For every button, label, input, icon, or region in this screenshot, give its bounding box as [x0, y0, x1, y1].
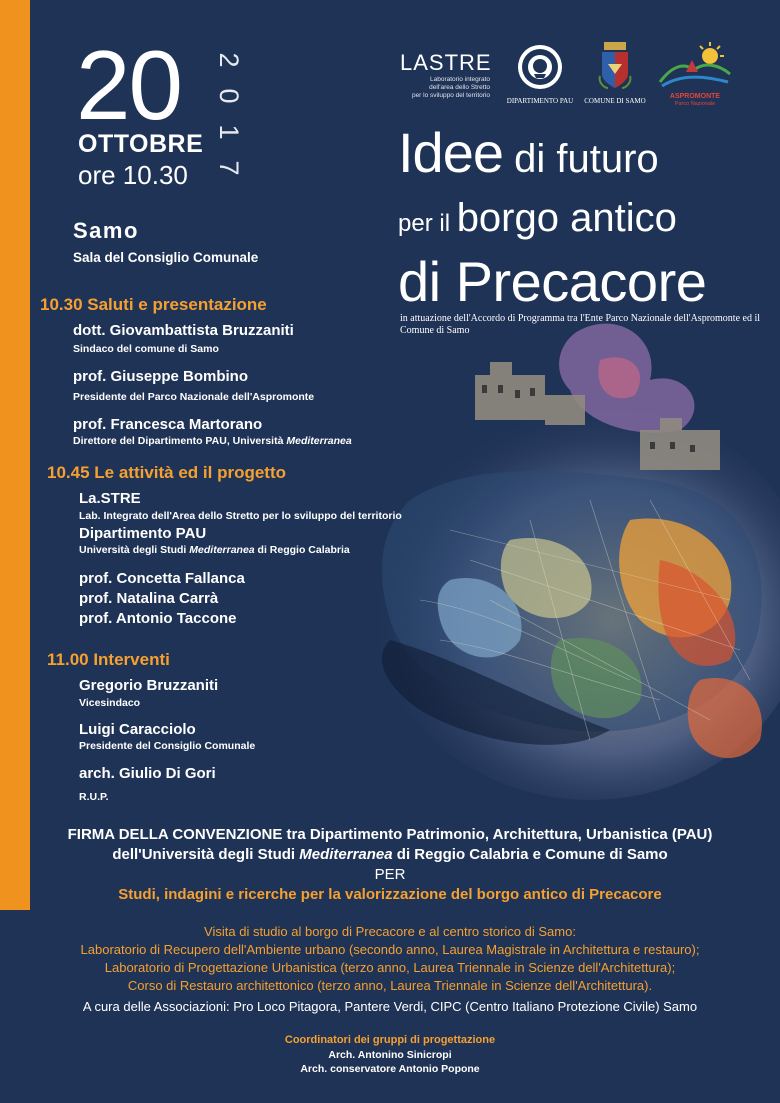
speaker-name: prof. Francesca Martorano [73, 416, 263, 433]
aspromonte-logo-name: ASPROMONTE [669, 93, 721, 100]
studies-line: Studi, indagini e ricerche per la valorizzazione del borgo antico di Precacore [118, 886, 662, 903]
speaker-role [73, 435, 352, 447]
speaker-role: R.U.P. [79, 791, 109, 803]
venue-city: Samo [73, 218, 139, 243]
title-per-il: per il [398, 210, 457, 237]
comune-logo-caption: COMUNE DI SAMO [584, 97, 646, 105]
university-seal-icon [517, 44, 563, 90]
event-month: OTTOBRE [78, 130, 204, 158]
event-day: 20 [76, 30, 182, 140]
visit-line: Laboratorio di Recupero dell'Ambiente urbano (secondo anno, Laurea Magistrale in Architettura e restauro); [80, 942, 700, 957]
aspromonte-logo-subtitle: Parco Nazionale [674, 101, 716, 107]
title-line-2 [398, 198, 677, 238]
signing-text: tra Dipartimento Patrimonio, Architettura, Urbanistica (PAU) [282, 826, 713, 843]
coat-of-arms-icon [598, 42, 632, 90]
title-di-futuro: di futuro [503, 137, 659, 181]
coordinators-title: Coordinatori dei gruppi di progettazione [284, 1034, 496, 1046]
venue-room: Sala del Consiglio Comunale [73, 250, 259, 265]
speaker-name: prof. Antonio Taccone [79, 610, 237, 627]
lastre-logo-name: LASTRE [400, 50, 492, 75]
speaker-name: prof. Giuseppe Bombino [73, 368, 248, 385]
event-time: ore 10.30 [78, 160, 188, 190]
speaker-name: prof. Concetta Fallanca [79, 570, 245, 587]
speaker-name: dott. Giovambattista Bruzzaniti [73, 322, 294, 339]
year-digit: 7 [214, 160, 244, 176]
speaker-role: Sindaco del comune di Samo [73, 343, 219, 355]
coordinator-name: Arch. Antonino Sinicropi [328, 1049, 452, 1061]
lastre-logo-subtitle [400, 76, 490, 100]
pau-logo [500, 44, 580, 105]
lastre-logo [400, 52, 490, 100]
associations-line: A cura delle Associazioni: Pro Loco Pitagora, Pantere Verdi, CIPC (Centro Italiano Protezione Civile) Samo [82, 999, 698, 1014]
visit-line: Laboratorio di Progettazione Urbanistica (terzo anno, Laurea Triennale in Scienze dell'Architettura); [104, 960, 676, 975]
speaker-role: Vicesindaco [79, 697, 141, 709]
speaker-name: Dipartimento PAU [79, 525, 207, 542]
speaker-name: arch. Giulio Di Gori [79, 765, 216, 782]
visit-line: Corso di Restauro architettonico (terzo anno, Laurea Triennale in Scienze dell'Architettura). [127, 978, 653, 993]
per-line: PER [374, 866, 406, 883]
signing-heading: FIRMA DELLA CONVENZIONE [67, 826, 283, 843]
speaker-role-italic: Mediterranea [286, 435, 352, 447]
precacore-artwork-image [330, 300, 780, 820]
speaker-role-text: Università degli Studi [79, 544, 190, 556]
pau-logo-caption: DIPARTIMENTO PAU [506, 97, 574, 105]
signing-text: di Reggio Calabria e Comune di Samo [392, 846, 668, 863]
speaker-role: Lab. Integrato dell'Area dello Stretto per lo sviluppo del territorio [79, 510, 402, 522]
speaker-name: prof. Natalina Carrà [79, 590, 219, 607]
event-year [214, 42, 244, 186]
speaker-role [79, 544, 350, 556]
coordinator-name: Arch. conservatore Antonio Popone [300, 1063, 480, 1075]
title-note: in attuazione dell'Accordo di Programma tra l'Ente Parco Nazionale dell'Aspromonte ed il Comune di Samo [400, 313, 761, 336]
signing-text-italic: Mediterranea [299, 846, 393, 863]
speaker-name: Gregorio Bruzzaniti [79, 677, 219, 694]
section-attivita-title: 10.45 Le attività ed il progetto [47, 463, 287, 482]
orange-side-bar [0, 0, 30, 910]
signing-line-2 [0, 846, 780, 863]
speaker-role: Presidente del Consiglio Comunale [79, 740, 256, 752]
lastre-sub-line: dell'area dello Stretto [429, 84, 490, 91]
speaker-role-text: di Reggio Calabria [254, 544, 350, 556]
year-digit: 2 [214, 52, 244, 68]
lastre-sub-line: per lo sviluppo del territorio [411, 92, 490, 99]
signing-line-1 [0, 826, 780, 843]
speaker-name: Luigi Caracciolo [79, 721, 196, 738]
year-digit: 1 [214, 124, 244, 140]
speaker-name: La.STRE [79, 490, 141, 507]
title-line-1 [398, 121, 659, 184]
speaker-role-italic: Mediterranea [189, 544, 255, 556]
lastre-sub-line: Laboratorio integrato [430, 76, 490, 83]
aspromonte-park-icon [658, 42, 732, 88]
year-digit: 0 [214, 88, 244, 104]
section-saluti-title: 10.30 Saluti e presentazione [40, 295, 267, 314]
visit-line: Visita di studio al borgo di Precacore e al centro storico di Samo: [204, 924, 576, 939]
speaker-role: Presidente del Parco Nazionale dell'Aspromonte [73, 391, 315, 403]
title-idee: Idee [398, 121, 503, 184]
signing-text: dell'Università degli Studi [112, 846, 300, 863]
speaker-role-text: Direttore del Dipartimento PAU, Università [73, 435, 287, 447]
title-borgo-antico: borgo antico [456, 196, 677, 240]
comune-samo-logo [580, 42, 650, 105]
title-line-3: di Precacore [398, 250, 707, 313]
section-interventi-title: 11.00 Interventi [47, 650, 170, 669]
aspromonte-logo [655, 42, 735, 108]
